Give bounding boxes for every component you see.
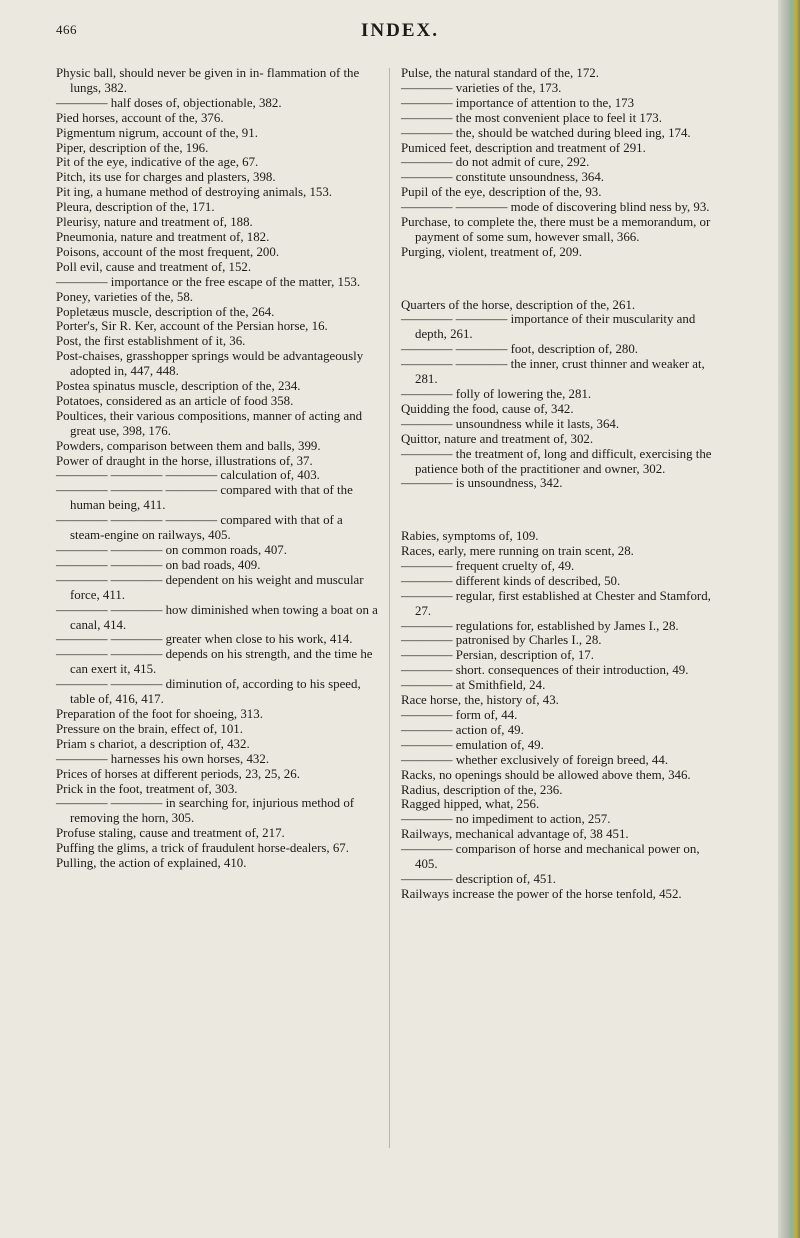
index-entry: ———— ———— dependent on his weight and muscular force, 411. — [56, 572, 364, 602]
index-entry: ———— regular, first established at Chester and Stamford, 27. — [401, 588, 711, 618]
index-entry: ———— unsoundness while it lasts, 364. — [401, 416, 620, 431]
index-entry: Pulse, the natural standard of the, 172. — [401, 66, 599, 80]
index-entry: Quarters of the horse, description of the, 261. — [401, 297, 636, 312]
index-entry: ———— the most convenient place to feel it 173. — [401, 110, 662, 125]
index-entry: Racks, no openings should be allowed above them, 346. — [401, 767, 691, 782]
index-column-right — [401, 66, 723, 902]
index-entry: ———— ———— ———— calculation of, 403. — [56, 468, 320, 483]
index-entry: Poultices, their various compositions, manner of acting and great use, 398, 176. — [56, 408, 363, 438]
index-entry: Physic ball, should never be given in in- flammation of the lungs, 382. — [56, 66, 360, 95]
index-entry: Priam s chariot, a description of, 432. — [56, 736, 250, 751]
index-entry: ———— ———— ———— compared with that of a steam-engine on railways, 405. — [56, 513, 343, 543]
index-entry: ———— short. consequences of their introduction, 49. — [401, 663, 689, 678]
index-entry: Pumiced feet, description and treatment of 291. — [401, 140, 646, 155]
index-entry: Pupil of the eye, description of the, 93. — [401, 185, 602, 200]
index-entry: ———— action of, 49. — [401, 722, 524, 737]
column-divider — [389, 68, 390, 1148]
index-entry: Quittor, nature and treatment of, 302. — [401, 431, 594, 446]
index-entry: Porter's, Sir R. Ker, account of the Persian horse, 16. — [56, 319, 328, 334]
index-entry: ———— frequent cruelty of, 49. — [401, 558, 575, 573]
index-entry: ———— whether exclusively of foreign breed, 44. — [401, 752, 669, 767]
index-entry: ———— ———— ———— compared with that of the human being, 411. — [56, 483, 353, 513]
index-entry: Purging, violent, treatment of, 209. — [401, 244, 582, 259]
index-entry: Races, early, mere running on train scent, 28. — [401, 544, 634, 559]
index-entry: Piper, description of the, 196. — [56, 140, 209, 155]
index-entry: Railways increase the power of the horse tenfold, 452. — [401, 886, 682, 901]
index-entry: Poney, varieties of the, 58. — [56, 289, 193, 304]
index-entry: ———— the treatment of, long and difficult, exercising the patience both of the practitioner and owner, 302. — [401, 446, 712, 476]
index-entry: Pit ing, a humane method of destroying animals, 153. — [56, 185, 333, 200]
index-entry: ———— importance or the free escape of the matter, 153. — [56, 274, 361, 289]
index-entry: ———— folly of lowering the, 281. — [401, 387, 592, 401]
index-entry: ———— ———— in searching for, injurious method of removing the horn, 305. — [56, 796, 355, 826]
section-gap — [401, 504, 723, 516]
index-entry: ———— ———— on bad roads, 409. — [56, 557, 261, 572]
index-entry: ———— ———— depends on his strength, and the time he can exert it, 415. — [56, 647, 373, 677]
index-entry: Pneumonia, nature and treatment of, 182. — [56, 229, 270, 244]
index-entry: Post-chaises, grasshopper springs would be advantageously adopted in, 447, 448. — [56, 349, 364, 379]
index-column-left — [56, 66, 378, 871]
index-entry: Pleura, description of the, 171. — [56, 200, 215, 215]
index-entry: ———— harnesses his own horses, 432. — [56, 751, 270, 766]
index-entry: Puffing the glims, a trick of fraudulent horse-dealers, 67. — [56, 841, 349, 856]
index-entry: Rabies, symptoms of, 109. — [401, 529, 539, 544]
index-entry: ———— importance of attention to the, 173 — [401, 95, 635, 110]
index-entry: Radius, description of the, 236. — [401, 782, 563, 797]
index-entry: Power of draught in the horse, illustrations of, 37. — [56, 453, 313, 468]
index-entry: ———— emulation of, 49. — [401, 737, 544, 752]
index-entry: ———— ———— diminution of, according to his speed, table of, 416, 417. — [56, 677, 361, 707]
index-entry: ———— ———— the inner, crust thinner and weaker at, 281. — [401, 357, 705, 387]
page-number: 466 — [56, 22, 77, 37]
index-entry: Postea spinatus muscle, description of the, 234. — [56, 379, 301, 394]
index-entry: ———— varieties of the, 173. — [401, 80, 562, 95]
index-entry: Pressure on the brain, effect of, 101. — [56, 721, 243, 736]
index-entry: ———— at Smithfield, 24. — [401, 678, 546, 693]
index-entry: Quidding the food, cause of, 342. — [401, 401, 574, 416]
index-entry: ———— different kinds of described, 50. — [401, 573, 621, 588]
index-entry: Potatoes, considered as an article of food 358. — [56, 393, 294, 408]
index-entry: Post, the first establishment of it, 36. — [56, 334, 246, 349]
index-entry: ———— no impediment to action, 257. — [401, 812, 611, 827]
index-entry: Profuse staling, cause and treatment of, 217. — [56, 826, 285, 841]
index-entry: ———— form of, 44. — [401, 708, 518, 722]
section-gap — [401, 273, 723, 285]
index-entry: ———— ———— greater when close to his work, 414. — [56, 632, 353, 647]
index-entry: Powders, comparison between them and balls, 399. — [56, 438, 321, 453]
index-entry: ———— the, should be watched during bleed ing, 174. — [401, 125, 691, 140]
index-entry: ———— do not admit of cure, 292. — [401, 155, 590, 170]
index-entry: ———— ———— importance of their muscularity and depth, 261. — [401, 312, 696, 342]
index-entry: ———— patronised by Charles I., 28. — [401, 633, 602, 648]
index-entry: Poisons, account of the most frequent, 200. — [56, 244, 280, 259]
index-entry: ———— ———— how diminished when towing a boat on a canal, 414. — [56, 602, 378, 632]
index-entry: ———— constitute unsoundness, 364. — [401, 170, 605, 185]
index-entry: ———— regulations for, established by James I., 28. — [401, 618, 679, 633]
index-entry: Pitch, its use for charges and plasters, 398. — [56, 170, 276, 185]
index-entry: ———— ———— mode of discovering blind ness by, 93. — [401, 200, 710, 215]
index-entry: ———— ———— foot, description of, 280. — [401, 342, 639, 357]
index-entry: Railways, mechanical advantage of, 38 451. — [401, 827, 629, 842]
index-entry: Race horse, the, history of, 43. — [401, 693, 559, 708]
index-entry: Pied horses, account of the, 376. — [56, 110, 224, 125]
index-entry: Pleurisy, nature and treatment of, 188. — [56, 215, 253, 230]
index-entry: Preparation of the foot for shoeing, 313. — [56, 706, 263, 721]
index-entry: Pigmentum nigrum, account of the, 91. — [56, 125, 258, 140]
index-entry: Popletæus muscle, description of the, 264. — [56, 304, 275, 319]
index-entry: Poll evil, cause and treatment of, 152. — [56, 259, 252, 274]
page-header — [0, 22, 800, 46]
index-entry: Purchase, to complete the, there must be a memorandum, or payment of some sum, however small, 366. — [401, 215, 711, 244]
index-entry: ———— description of, 451. — [401, 871, 557, 886]
index-entry: ———— is unsoundness, 342. — [401, 476, 563, 491]
running-title: INDEX. — [361, 20, 439, 41]
index-entry: Pulling, the action of explained, 410. — [56, 856, 247, 871]
page-binding-edge — [778, 0, 800, 1238]
index-entry: ———— ———— on common roads, 407. — [56, 543, 287, 557]
index-entry: ———— comparison of horse and mechanical power on, 405. — [401, 842, 700, 872]
index-entry: Ragged hipped, what, 256. — [401, 797, 540, 812]
index-entry: Pit of the eye, indicative of the age, 67. — [56, 155, 259, 170]
index-entry: ———— Persian, description of, 17. — [401, 648, 594, 663]
index-entry: Prick in the foot, treatment of, 303. — [56, 781, 238, 796]
index-entry: Prices of horses at different periods, 23, 25, 26. — [56, 766, 300, 781]
index-entry: ———— half doses of, objectionable, 382. — [56, 95, 282, 110]
